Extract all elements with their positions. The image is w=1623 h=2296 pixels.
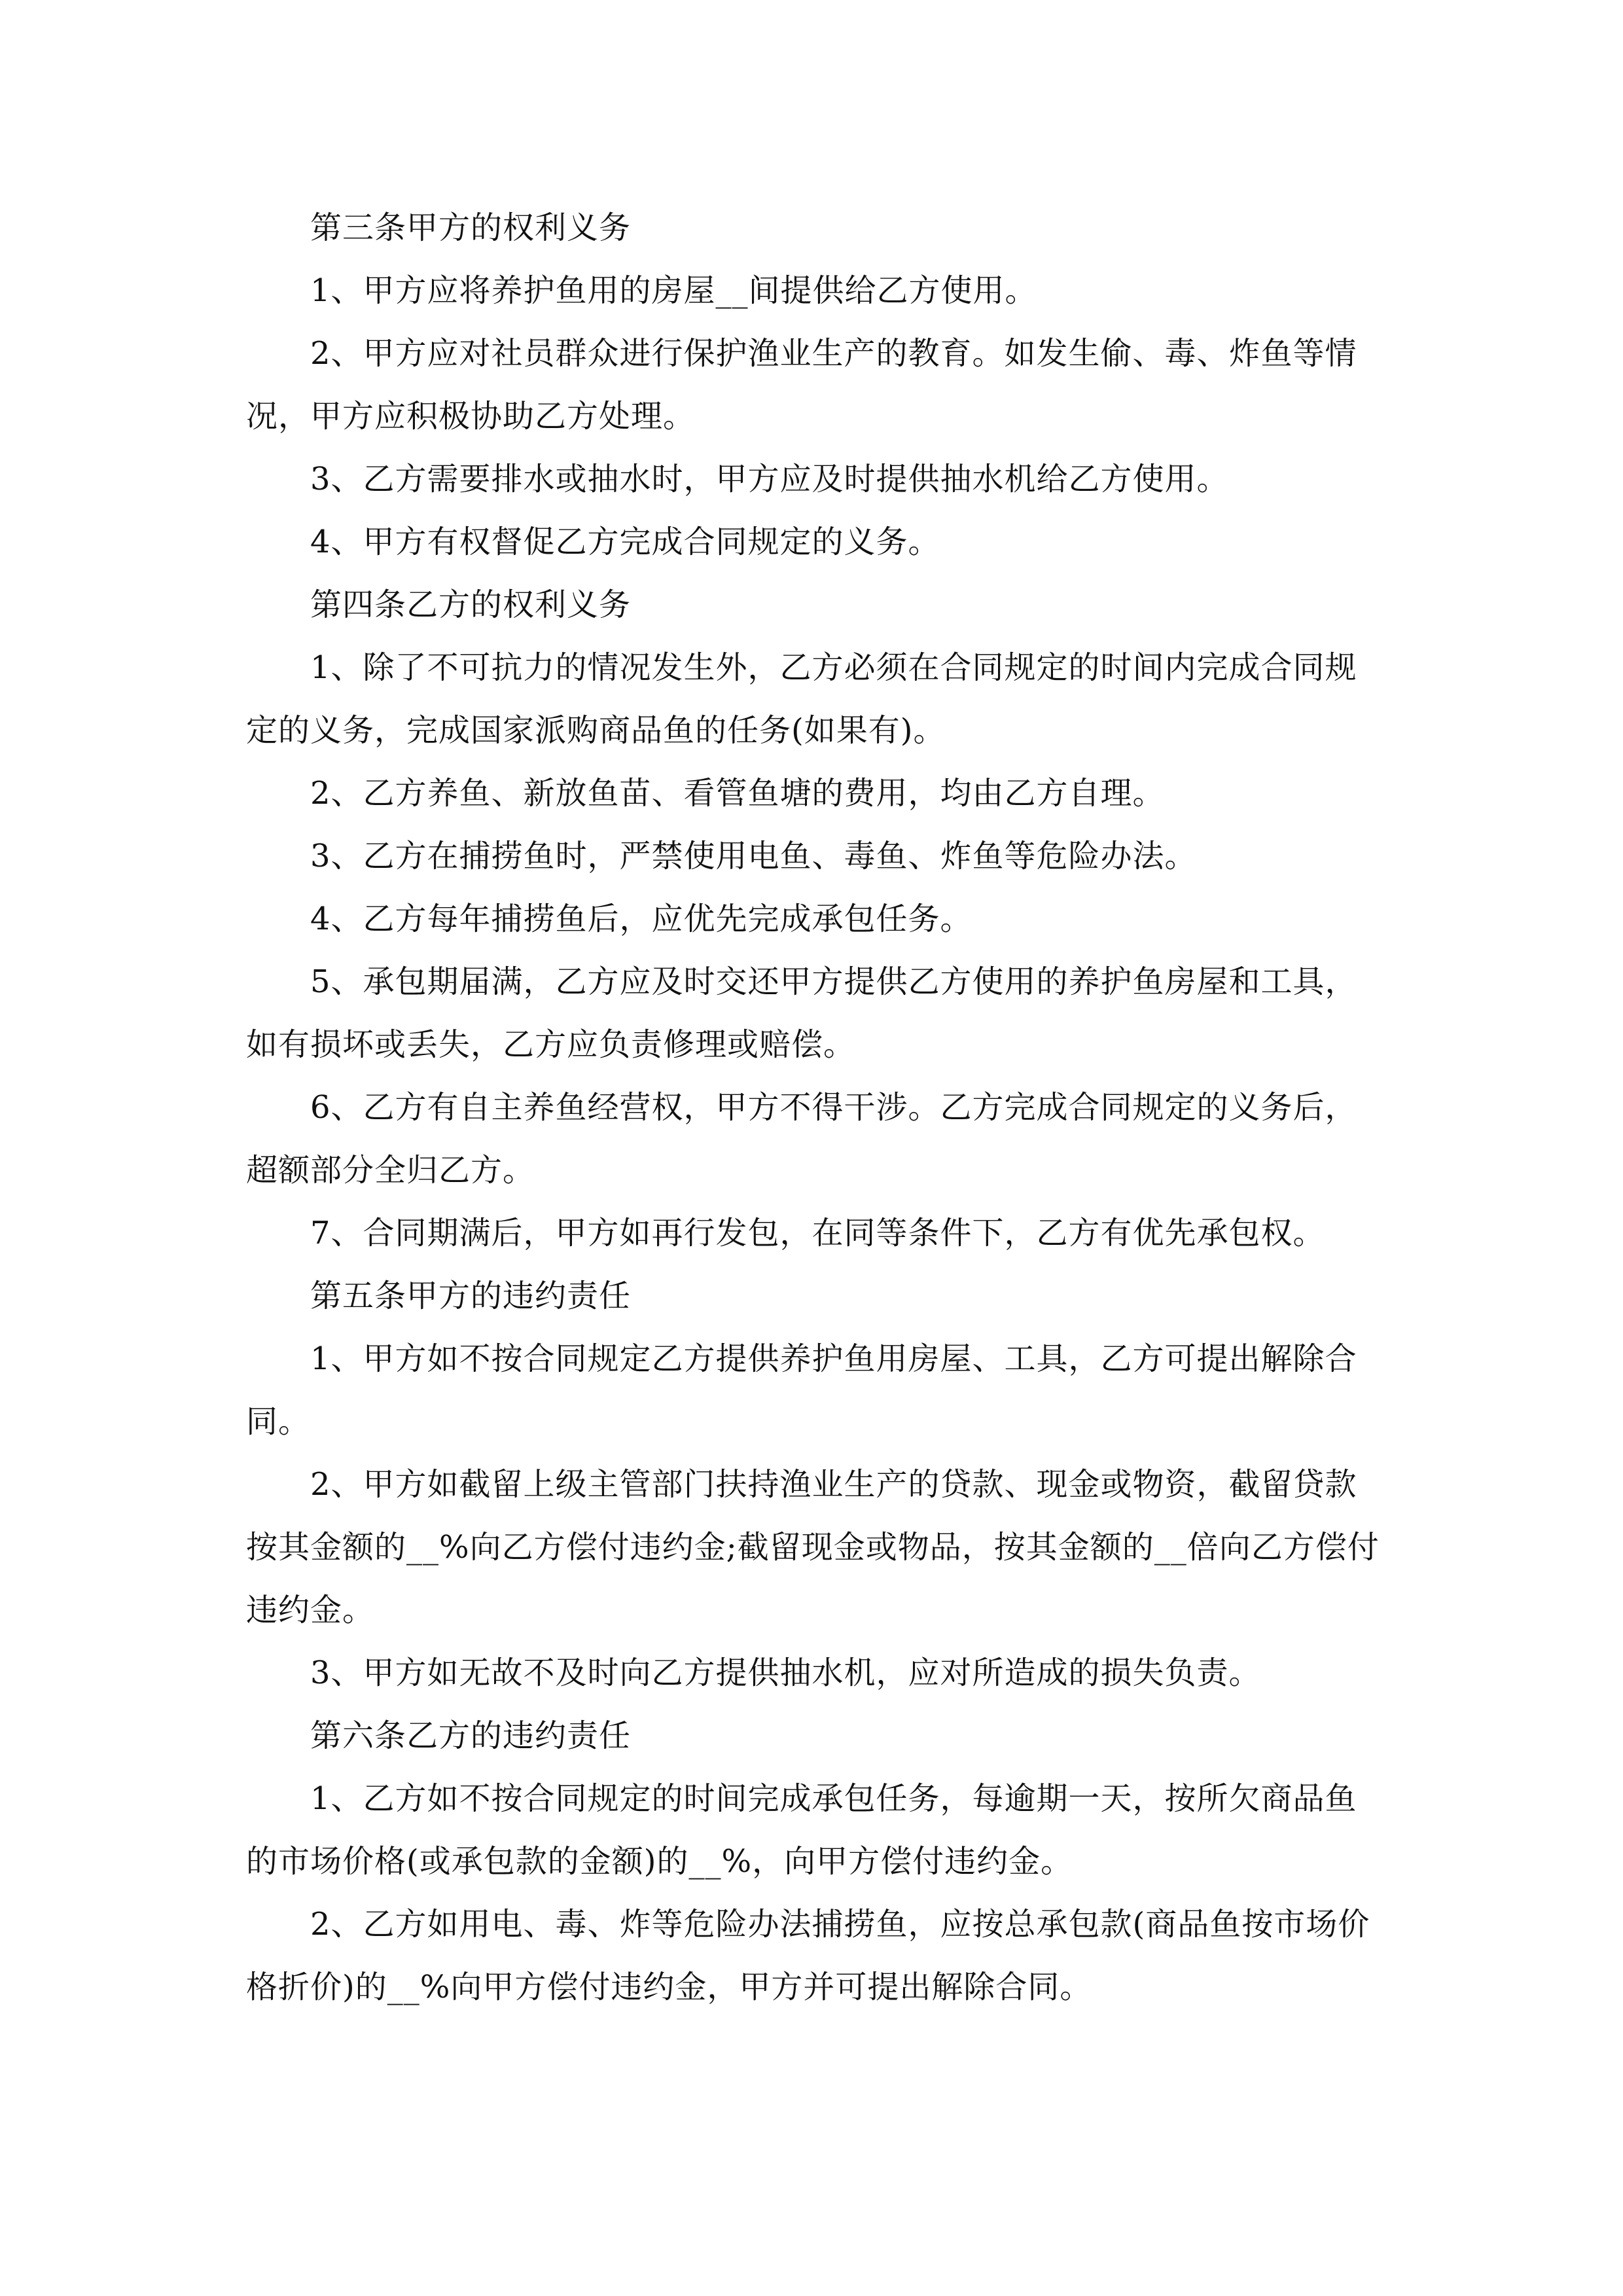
paragraph: 2、甲方应对社员群众进行保护渔业生产的教育。如发生偷、毒、炸鱼等情况，甲方应积极协助乙方处理。: [246, 335, 1357, 435]
paragraph: 5、承包期届满，乙方应及时交还甲方提供乙方使用的养护鱼房屋和工具，如有损坏或丢失，乙方应负责修理或赔偿。: [246, 963, 1357, 1063]
article-3-heading: 第三条甲方的权利义务: [310, 209, 632, 246]
paragraph: 2、乙方养鱼、新放鱼苗、看管鱼塘的费用，均由乙方自理。: [310, 775, 1165, 812]
article-4-heading: 第四条乙方的权利义务: [310, 586, 632, 623]
paragraph: 3、甲方如无故不及时向乙方提供抽水机，应对所造成的损失负责。: [310, 1655, 1261, 1691]
paragraph: 2、甲方如截留上级主管部门扶持渔业生产的贷款、现金或物资，截留贷款按其金额的__%向乙方偿付违约金;截留现金或物品，按其金额的__倍向乙方偿付违约金。: [246, 1466, 1380, 1628]
article-6-heading: 第六条乙方的违约责任: [310, 1717, 632, 1754]
paragraph: 1、甲方应将养护鱼用的房屋__间提供给乙方使用。: [310, 272, 1037, 309]
paragraph: 4、甲方有权督促乙方完成合同规定的义务。: [310, 524, 940, 560]
paragraph: 4、乙方每年捕捞鱼后，应优先完成承包任务。: [310, 901, 972, 937]
document-body: [246, 196, 1382, 2018]
paragraph: 3、乙方在捕捞鱼时，严禁使用电鱼、毒鱼、炸鱼等危险办法。: [310, 838, 1197, 874]
paragraph: 1、乙方如不按合同规定的时间完成承包任务，每逾期一天，按所欠商品鱼的市场价格(或承包款的金额)的__%，向甲方偿付违约金。: [246, 1780, 1357, 1880]
paragraph: 6、乙方有自主养鱼经营权，甲方不得干涉。乙方完成合同规定的义务后，超额部分全归乙方。: [246, 1089, 1357, 1189]
paragraph: 1、甲方如不按合同规定乙方提供养护鱼用房屋、工具，乙方可提出解除合同。: [246, 1340, 1357, 1440]
paragraph: 2、乙方如用电、毒、炸等危险办法捕捞鱼，应按总承包款(商品鱼按市场价格折价)的__%向甲方偿付违约金，甲方并可提出解除合同。: [246, 1906, 1370, 2005]
article-5-heading: 第五条甲方的违约责任: [310, 1278, 632, 1314]
paragraph: 7、合同期满后，甲方如再行发包，在同等条件下，乙方有优先承包权。: [310, 1215, 1325, 1251]
paragraph: 3、乙方需要排水或抽水时，甲方应及时提供抽水机给乙方使用。: [310, 461, 1229, 497]
paragraph: 1、除了不可抗力的情况发生外，乙方必须在合同规定的时间内完成合同规定的义务，完成国家派购商品鱼的任务(如果有)。: [246, 649, 1357, 749]
